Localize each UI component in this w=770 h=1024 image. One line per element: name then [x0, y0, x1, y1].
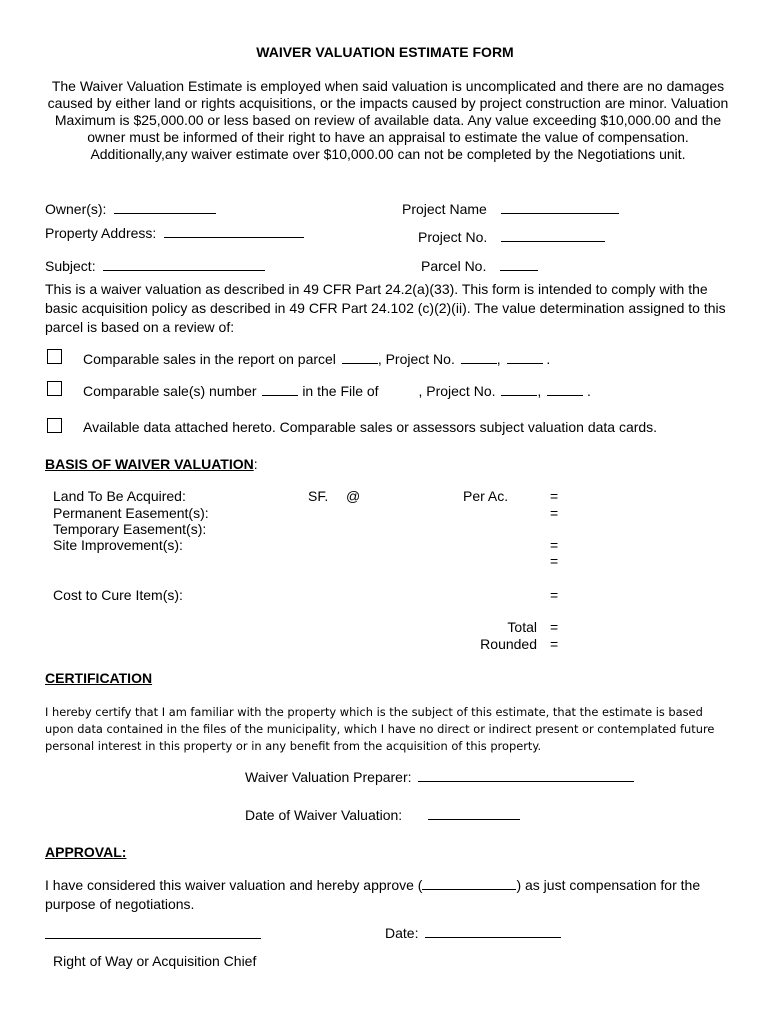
intro-paragraph: The Waiver Valuation Estimate is employed when said valuation is uncomplicated and there are no damages caused by either land or rights acquisitions, or the impacts caused by project construction are minor. Valuation Maximum is $25,000.00 or less based on review of available data. Any value exceeding $10,000.00 and the owner must be informed of their right to have an appraisal to estimate the value of compensation. Additionally,any waiver estimate over $10,000.00 can not be completed by the Negotiations unit. [47, 78, 729, 162]
equals-rounded: = [550, 636, 559, 652]
approval-amount-line[interactable] [422, 875, 516, 890]
option-2-number-line[interactable] [262, 381, 298, 396]
option-2-project-line[interactable] [501, 381, 537, 396]
total-label: Total [507, 619, 537, 635]
owner-label: Owner(s): [45, 199, 216, 217]
land-label: Land To Be Acquired: [53, 488, 186, 504]
option-1-project-line-2[interactable] [507, 349, 543, 364]
equals-permanent: = [550, 505, 559, 521]
option-2-checkbox[interactable] [47, 381, 62, 396]
preparer-label: Waiver Valuation Preparer: [245, 768, 634, 785]
subject-line[interactable] [103, 256, 265, 271]
owner-line[interactable] [114, 199, 216, 214]
project-no-label: Project No. [418, 227, 605, 245]
waiver-description: This is a waiver valuation as described in 49 CFR Part 24.2(a)(33). This form is intended to comply with the basic acquisition policy as described in 49 CFR Part 24.102 (c)(2)(ii). The value determination assigned to this parcel is based on a review of: [45, 281, 726, 335]
approval-date-line[interactable] [425, 924, 561, 938]
rounded-label: Rounded [480, 636, 537, 652]
certification-heading: CERTIFICATION [45, 670, 153, 686]
parcel-no-line[interactable] [500, 256, 538, 271]
cost-to-cure-label: Cost to Cure Item(s): [53, 587, 183, 603]
option-2-project-line-2[interactable] [547, 381, 583, 396]
project-name-line[interactable] [501, 199, 619, 214]
project-name-label: Project Name [402, 199, 619, 217]
temporary-easement-label: Temporary Easement(s): [53, 521, 207, 537]
option-1-checkbox[interactable] [47, 349, 62, 364]
preparer-line[interactable] [418, 768, 634, 782]
certification-text: I hereby certify that I am familiar with the property which is the subject of this estimate, that the estimate is based upon data contained in the files of the municipality, which I have no direct or indirect present or contemplated future personal interest in this property or in any benefit from the acquisition of this property. [45, 705, 715, 753]
option-1-text: Comparable sales in the report on parcel , Project No. , . [83, 351, 551, 367]
option-3-text: Available data attached hereto. Comparable sales or assessors subject valuation data cards. [83, 419, 658, 435]
option-3-checkbox[interactable] [47, 418, 62, 433]
option-1-project-line[interactable] [461, 349, 497, 364]
approval-date-label: Date: [385, 924, 561, 941]
at-sign: @ [346, 488, 361, 504]
chief-signature-line[interactable] [45, 937, 261, 939]
approval-text: I have considered this waiver valuation and hereby approve ( ) as just compensation for the purpose of negotiations. [45, 877, 701, 912]
property-address-label: Property Address: [45, 223, 304, 241]
per-ac-label: Per Ac. [463, 488, 509, 504]
option-1-parcel-line[interactable] [342, 349, 378, 364]
basis-heading: BASIS OF WAIVER VALUATION: [45, 456, 258, 472]
subject-label: Subject: [45, 256, 265, 274]
property-address-line[interactable] [164, 223, 304, 238]
valuation-date-label: Date of Waiver Valuation: [245, 805, 520, 823]
approval-heading: APPROVAL: [45, 844, 127, 860]
sf-label: SF. [308, 488, 329, 504]
site-improvement-label: Site Improvement(s): [53, 537, 183, 553]
parcel-no-label: Parcel No. [421, 256, 538, 274]
equals-cost: = [550, 587, 559, 603]
project-no-line[interactable] [501, 227, 605, 242]
option-2-text: Comparable sale(s) number in the File of , Project No. , . [83, 383, 591, 399]
permanent-easement-label: Permanent Easement(s): [53, 505, 209, 521]
valuation-date-line[interactable] [428, 805, 520, 820]
equals-site: = [550, 537, 559, 553]
chief-label: Right of Way or Acquisition Chief [53, 953, 257, 969]
equals-site-2: = [550, 553, 559, 569]
form-title: WAIVER VALUATION ESTIMATE FORM [256, 44, 514, 60]
equals-land: = [550, 488, 559, 504]
equals-total: = [550, 619, 559, 635]
